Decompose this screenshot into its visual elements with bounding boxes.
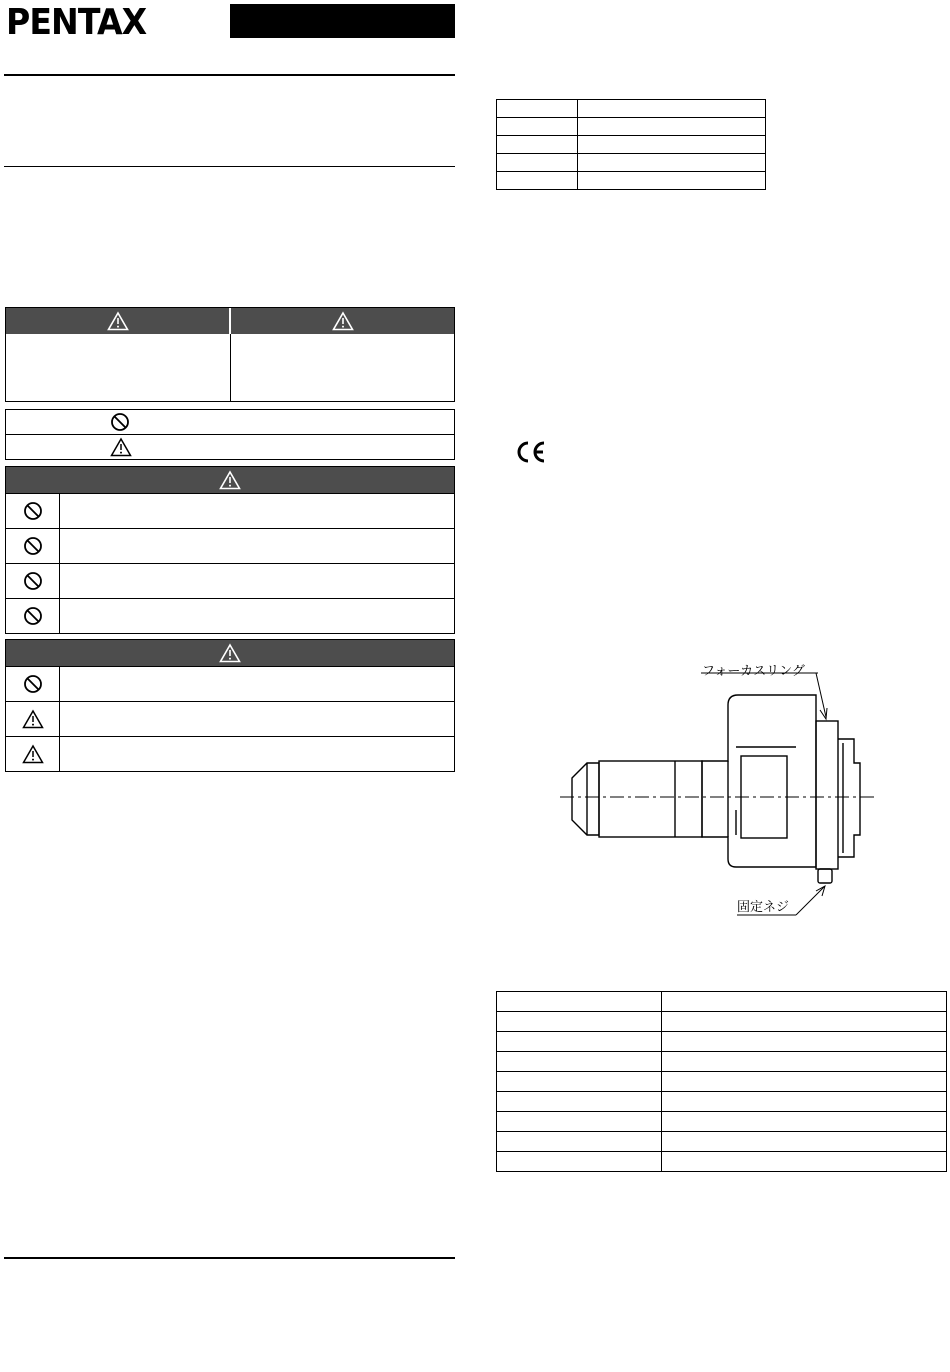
spec-table — [496, 991, 947, 1172]
table-row — [497, 1132, 947, 1152]
focus-ring-label: フォーカスリング — [702, 664, 805, 679]
legend-prohibit — [5, 409, 455, 435]
table-row — [497, 1032, 947, 1052]
warning-triangle-icon — [219, 643, 241, 663]
warning-row — [6, 493, 454, 528]
title-bar — [230, 4, 455, 38]
ce-mark — [514, 440, 548, 464]
caution-row — [6, 666, 454, 701]
warning-box-header — [6, 467, 454, 493]
table-row — [497, 136, 766, 154]
caution-box-header — [6, 640, 454, 666]
warning-triangle-icon — [22, 709, 44, 729]
warning-triangle-icon — [332, 311, 354, 331]
caution-description — [230, 334, 455, 401]
table-row — [497, 154, 766, 172]
prohibit-icon — [23, 606, 43, 626]
prohibit-icon — [110, 412, 130, 432]
legend-warning — [5, 434, 455, 460]
warning-triangle-icon — [107, 311, 129, 331]
prohibit-icon — [23, 571, 43, 591]
warning-triangle-icon — [219, 470, 241, 490]
warning-row — [6, 598, 454, 633]
table-row — [497, 1052, 947, 1072]
caution-header — [229, 308, 454, 334]
brand-logo: PENTAX — [6, 2, 147, 43]
table-row — [497, 1092, 947, 1112]
warning-header — [6, 308, 229, 334]
divider — [4, 166, 455, 167]
warning-triangle-icon — [110, 437, 132, 457]
warning-row — [6, 528, 454, 563]
divider — [4, 74, 455, 76]
divider — [4, 1257, 455, 1259]
warning-description — [6, 334, 230, 401]
small-table — [496, 99, 766, 190]
table-row — [497, 1112, 947, 1132]
caution-box — [5, 639, 455, 772]
table-row — [497, 100, 766, 118]
warning-row — [6, 563, 454, 598]
table-row — [497, 1072, 947, 1092]
safety-symbol-box — [5, 307, 455, 402]
table-row — [497, 172, 766, 190]
caution-row — [6, 736, 454, 771]
table-row — [497, 118, 766, 136]
set-screw-label: 固定ネジ — [737, 900, 790, 915]
table-row — [497, 1012, 947, 1032]
lens-diagram — [550, 655, 890, 925]
prohibit-icon — [23, 501, 43, 521]
table-row — [497, 992, 947, 1012]
warning-box — [5, 466, 455, 634]
prohibit-icon — [23, 674, 43, 694]
prohibit-icon — [23, 536, 43, 556]
caution-row — [6, 701, 454, 736]
warning-triangle-icon — [22, 744, 44, 764]
table-row — [497, 1152, 947, 1172]
